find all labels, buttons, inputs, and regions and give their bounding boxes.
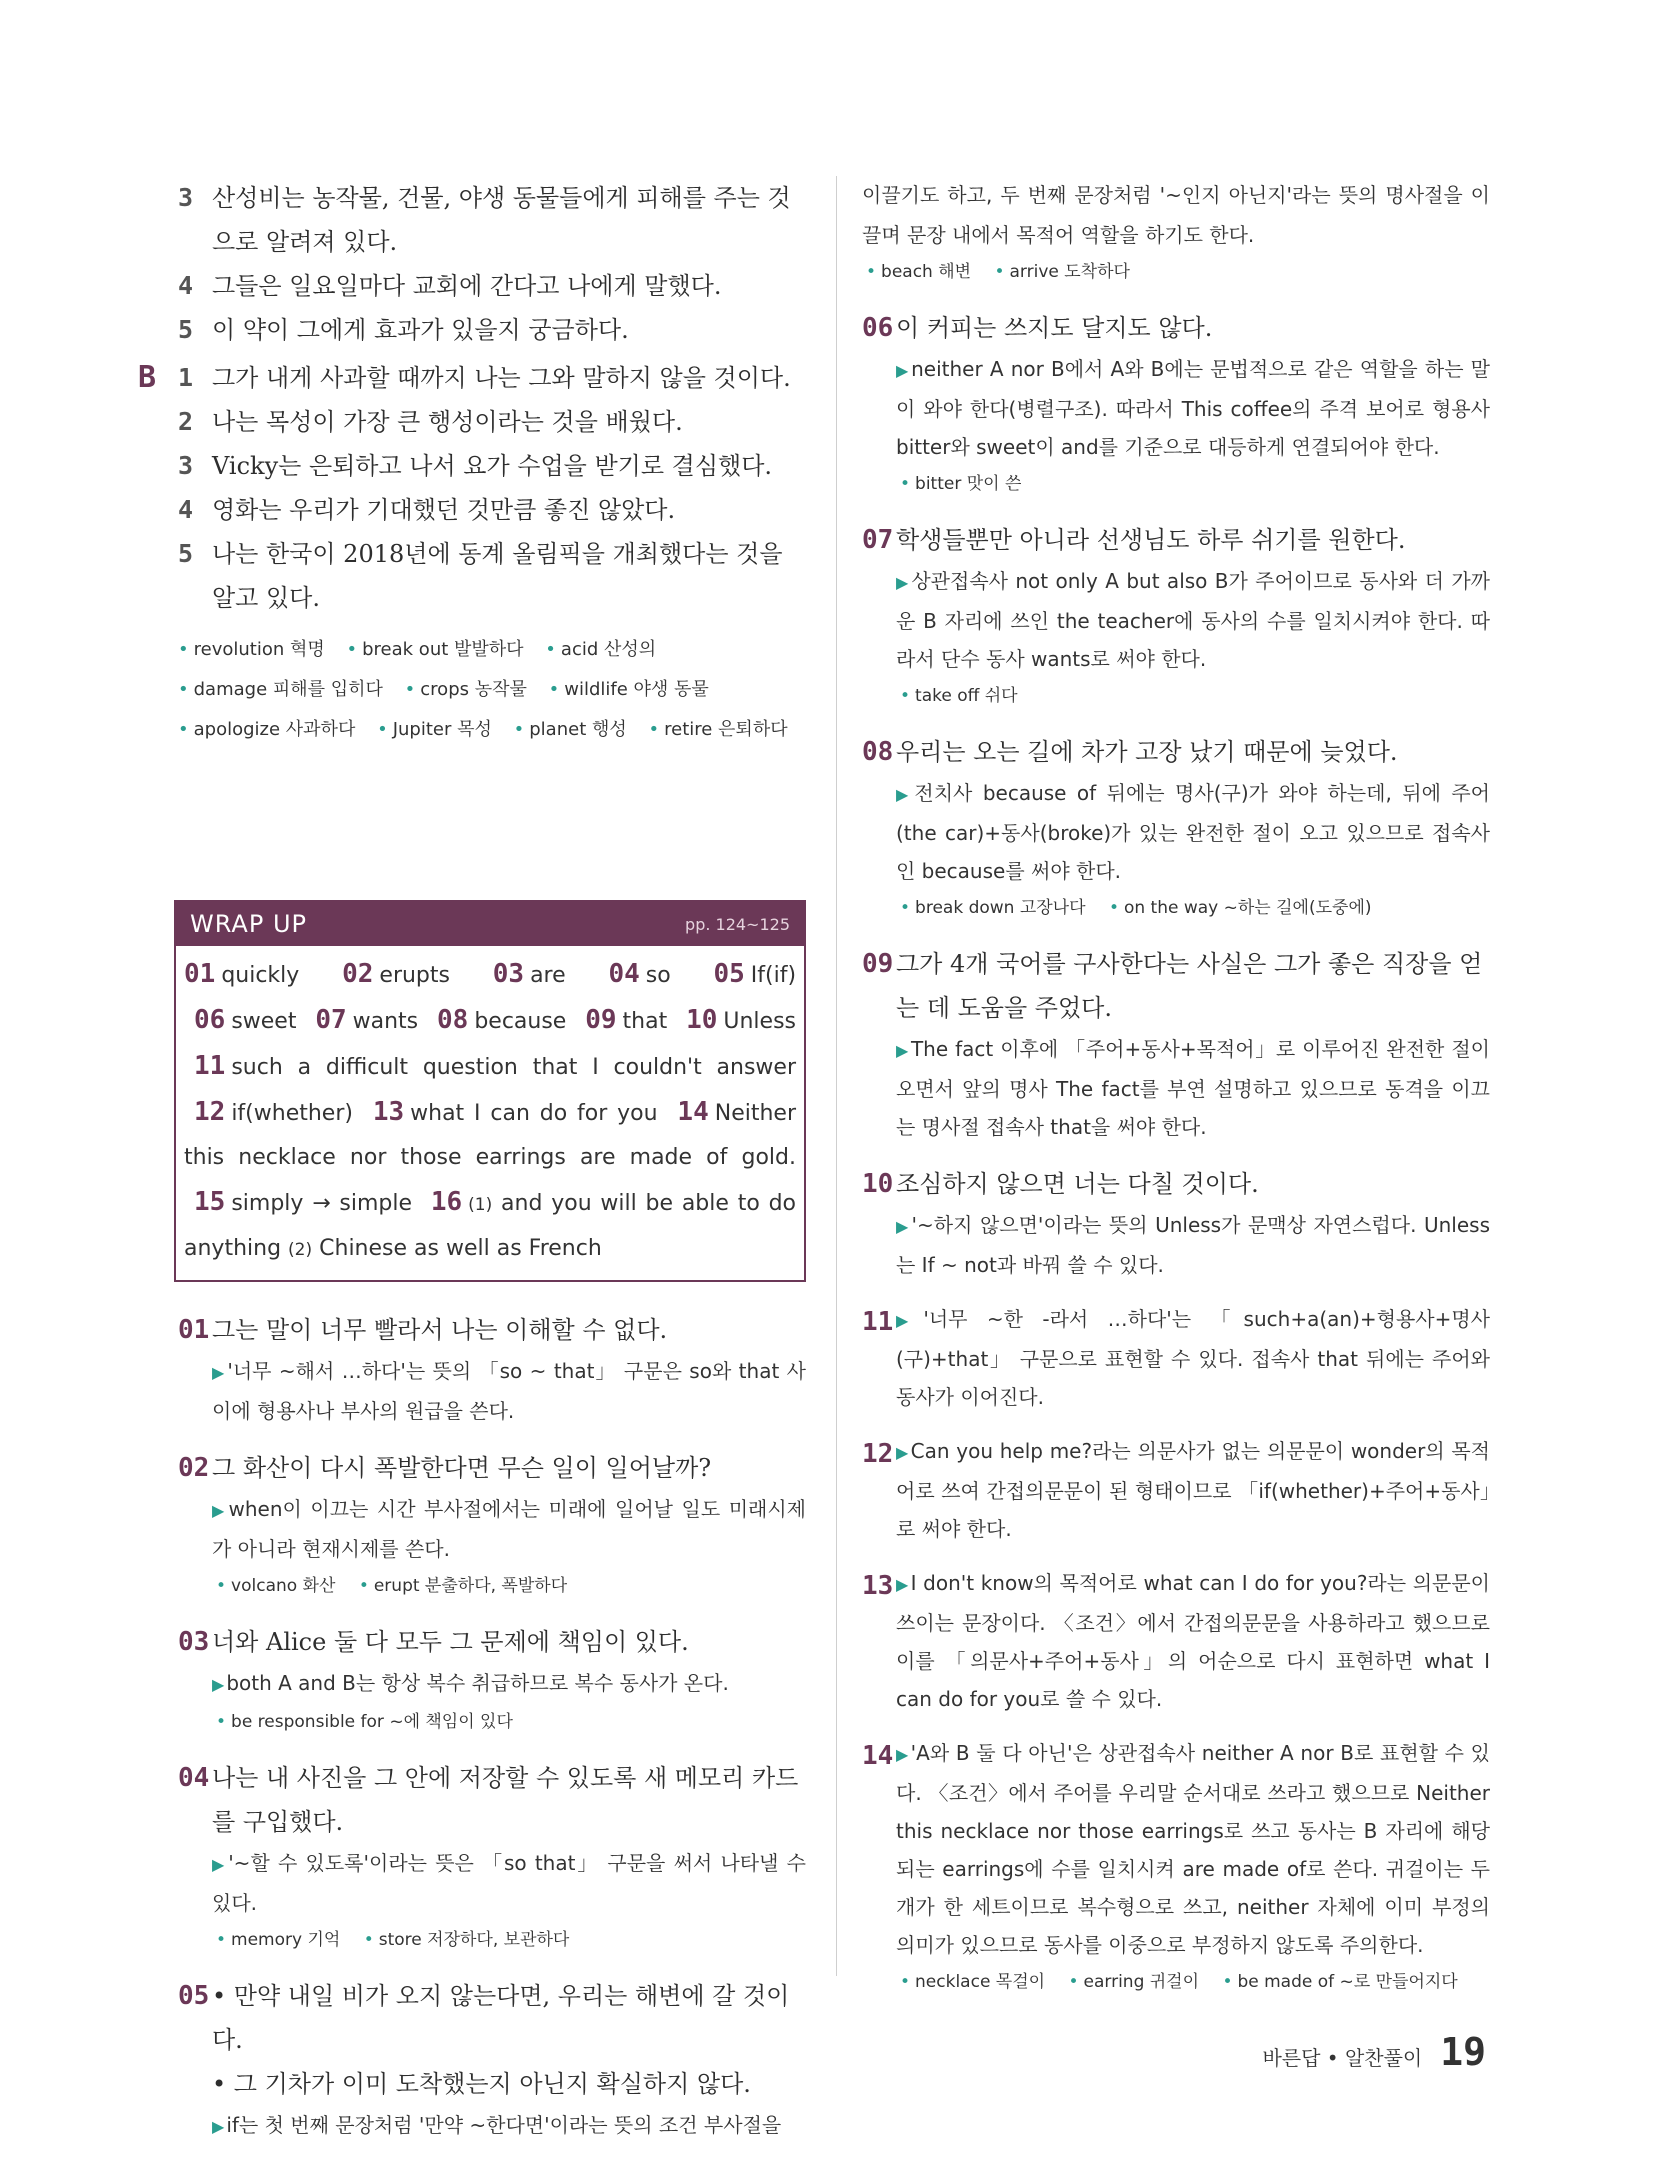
- wrap-answer-number: 08: [437, 1005, 469, 1035]
- vocab-item: • acid 산성의: [545, 639, 656, 660]
- answer-head: [862, 1564, 1490, 1718]
- explanation: ▶ '너무 ~한 -라서 …하다'는 「such+a(an)+형용사+명사(구)+that」 구문으로 표현할 수 있다. 접속사 that 뒤에는 주어와 동사가 이어진다.: [896, 1300, 1490, 1416]
- answer-head: [862, 1300, 1490, 1416]
- vocab-item: • arrive 도착하다: [994, 262, 1129, 282]
- answer-12: [862, 1432, 1490, 1548]
- wrap-up-header: [176, 902, 804, 946]
- vocab-item: • beach 해변: [866, 262, 971, 282]
- answer-head: [178, 1620, 806, 1664]
- page-number: 19: [1440, 2030, 1486, 2074]
- translation-item: [178, 176, 806, 264]
- answer-number: 11: [862, 1307, 894, 1337]
- answer-number: 08: [862, 737, 894, 767]
- wrap-answer-number: 16: [430, 1187, 463, 1217]
- explanation: ▶ 'A와 B 둘 다 아닌'은 상관접속사 neither A nor B로 표현할 수 있다. 〈조건〉에서 주어를 우리말 순서대로 쓰라고 했으므로 Neither this necklace nor those earrings로 쓰고 동사는 B 자리에 해당되는 earrings에 수를 일치시켜 are made of로 쓴다. 귀걸이는 두 개가 한 세트이므로 복수형으로 쓰고, neither 자체에 이미 부정의 의미가 있으므로 동사를 이중으로 부정하지 않도록 주의한다.: [896, 1734, 1490, 1964]
- answer-number: 14: [862, 1741, 894, 1771]
- wrap-answer-number: 11: [194, 1051, 226, 1081]
- answer-head: [862, 306, 1490, 350]
- explanation: ▶ Can you help me?라는 의문사가 없는 의문문이 wonder의 목적어로 쓰여 간접의문문이 된 형태이므로 「if(whether)+주어+동사」로 써야 한다.: [896, 1432, 1490, 1548]
- answer-03: [178, 1620, 806, 1740]
- answer-number: 05: [178, 1981, 210, 2011]
- translation-item: [178, 532, 806, 620]
- right-inline-list: [862, 1300, 1490, 2000]
- wrap-answer-text: what I can do for you: [410, 1101, 658, 1126]
- wrap-answer-number: 09: [585, 1005, 617, 1035]
- explanation: ▶ if는 첫 번째 문장처럼 '만약 ~한다면'이라는 뜻의 조건 부사절을: [178, 2106, 806, 2146]
- answer-08: [862, 730, 1490, 926]
- answer-number: 13: [862, 1571, 894, 1601]
- vocab-item: • be made of ~로 만들어지다: [1222, 1972, 1457, 1992]
- translation-item: [178, 444, 806, 488]
- item-number: 1: [178, 363, 194, 392]
- left-column: [138, 176, 807, 2146]
- page-footer: [1262, 2030, 1486, 2074]
- vocab-item: • memory 기억: [216, 1930, 340, 1950]
- vocab-item: • on the way ~하는 길에(도중에): [1109, 898, 1372, 918]
- answer-14: [862, 1734, 1490, 2000]
- answer-04: [178, 1756, 806, 1958]
- answer-sentence: 그가 4개 국어를 구사한다는 사실은 그가 좋은 직장을 얻는 데 도움을 주었다.: [896, 950, 1483, 1022]
- wrap-answer-part-label: (1): [468, 1195, 493, 1215]
- wrap-answer-number: 05: [713, 959, 745, 989]
- vocab-item: • store 저장하다, 보관하다: [364, 1930, 570, 1950]
- answer-13: [862, 1564, 1490, 1718]
- translation-text: 영화는 우리가 기대했던 것만큼 좋진 않았다.: [212, 496, 676, 524]
- wrap-answer-text: If(if): [750, 963, 797, 988]
- wrap-answer-text: Neither this necklace nor those earrings are made of gold.: [184, 1101, 796, 1170]
- answer-number: 12: [862, 1439, 894, 1469]
- translation-text: 그들은 일요일마다 교회에 간다고 나에게 말했다.: [212, 272, 722, 300]
- sentence-2: • 그 기차가 이미 도착했는지 아닌지 확실하지 않다.: [212, 2062, 806, 2106]
- wrap-answer-text: that: [622, 1009, 668, 1034]
- wrap-answer-text: if(whether): [231, 1101, 353, 1126]
- wrap-answer-text: wants: [352, 1009, 419, 1034]
- explanation: ▶ when이 이끄는 시간 부사절에서는 미래에 일어날 일도 미래시제가 아니라 현재시제를 쓴다.: [178, 1490, 806, 1568]
- vocab-item: • necklace 목걸이: [900, 1972, 1045, 1992]
- answer-head: [178, 1308, 806, 1352]
- explanation: ▶ 상관접속사 not only A but also B가 주어이므로 동사와 더 가까운 B 자리에 쓰인 the teacher에 동사의 수를 일치시켜야 한다. 따라서 단수 동사 wants로 써야 한다.: [862, 562, 1490, 678]
- vocab-line: [862, 1964, 1490, 2000]
- explanation: ▶ neither A nor B에서 A와 B에는 문법적으로 같은 역할을 하는 말이 와야 한다(병렬구조). 따라서 This coffee의 주격 보어로 형용사 bitter와 sweet이 and를 기준으로 대등하게 연결되어야 한다.: [862, 350, 1490, 466]
- explanation: ▶ both A and B는 항상 복수 취급하므로 복수 동사가 온다.: [178, 1664, 806, 1704]
- item-number: 5: [178, 315, 194, 344]
- wrap-answer-number: 07: [315, 1005, 347, 1035]
- explanation: ▶ The fact 이후에 「주어+동사+목적어」로 이루어진 완전한 절이 오면서 앞의 명사 The fact를 부연 설명하고 있으므로 동격을 이끄는 명사절 접속사 that을 써야 한다.: [862, 1030, 1490, 1146]
- vocab-item: • break down 고장나다: [900, 898, 1086, 918]
- translation-item: [178, 488, 806, 532]
- answer-01: [178, 1308, 806, 1430]
- answer-11: [862, 1300, 1490, 1416]
- vocab-line: [862, 678, 1490, 714]
- wrap-answer-number: 04: [608, 959, 640, 989]
- answer-sentence: 학생들뿐만 아니라 선생님도 하루 쉬기를 원한다.: [896, 526, 1406, 554]
- section-b-letter: B: [138, 360, 157, 395]
- answer-sentence: 나는 내 사진을 그 안에 저장할 수 있도록 새 메모리 카드를 구입했다.: [212, 1764, 799, 1836]
- translation-text: Vicky는 은퇴하고 나서 요가 수업을 받기로 결심했다.: [212, 452, 773, 480]
- explanation: ▶ '~할 수 있도록'이라는 뜻은 「so that」 구문을 써서 나타낼 수 있다.: [178, 1844, 806, 1922]
- wrap-answer-number: 13: [372, 1097, 405, 1127]
- vocab-item: • take off 쉬다: [900, 686, 1018, 706]
- answer-09: [862, 942, 1490, 1146]
- answer-06: [862, 306, 1490, 502]
- vocab-list-ab: [178, 630, 806, 750]
- vocab-item: • damage 피해를 입히다: [178, 679, 383, 700]
- answer-05: [178, 1974, 806, 2146]
- wrap-up-title: WRAP UP: [190, 910, 307, 938]
- answer-07: [862, 518, 1490, 714]
- answer-02: [178, 1446, 806, 1604]
- answer-head: [178, 1756, 806, 1844]
- vocab-item: • crops 농작물: [405, 679, 527, 700]
- wrap-answer-number: 01: [184, 959, 216, 989]
- right-answer-list: [862, 306, 1490, 1284]
- vocab-item: • break out 발발하다: [347, 639, 524, 660]
- answer-head: [862, 1162, 1490, 1206]
- wrap-answer-number: 03: [492, 959, 525, 989]
- vocab-line: [178, 1704, 806, 1740]
- footer-label: 바른답 • 알찬풀이: [1262, 2046, 1423, 2070]
- answer-sentence: 우리는 오는 길에 차가 고장 났기 때문에 늦었다.: [896, 738, 1398, 766]
- explanation: ▶ I don't know의 목적어로 what can I do for you?라는 의문문이 쓰이는 문장이다. 〈조건〉에서 간접의문문을 사용하라고 했으므로 이를 「의문사+주어+동사」의 어순으로 다시 표현하면 what I can do for you로 쓸 수 있다.: [896, 1564, 1490, 1718]
- item-number: 4: [178, 495, 194, 524]
- wrap-answer-text: are: [530, 963, 566, 988]
- wrap-answer-number: 10: [686, 1005, 718, 1035]
- vocab-line: [862, 466, 1490, 502]
- vocab-item: • revolution 혁명: [178, 639, 325, 660]
- answer-head: [862, 1734, 1490, 1964]
- answer-head: [862, 1432, 1490, 1548]
- vocab-item: • planet 행성: [514, 719, 627, 740]
- wrap-answer-text: such a difficult question that I couldn't answer: [231, 1055, 796, 1080]
- translation-text: 이 약이 그에게 효과가 있을지 궁금하다.: [212, 316, 629, 344]
- vocab-item: • bitter 맛이 쓴: [900, 474, 1021, 494]
- wrap-answer-number: 12: [194, 1097, 226, 1127]
- answer-sentence: 조심하지 않으면 너는 다칠 것이다.: [896, 1170, 1259, 1198]
- answer-head: [862, 518, 1490, 562]
- answer-number: 06: [862, 313, 894, 343]
- wrap-up-box: [174, 900, 806, 1282]
- wrap-answer-text: because: [474, 1009, 567, 1034]
- right-column: [862, 176, 1490, 2000]
- left-answer-list: [178, 1308, 806, 1958]
- item-number: 5: [178, 539, 194, 568]
- sentence-1: • 만약 내일 비가 오지 않는다면, 우리는 해변에 갈 것이다.: [212, 1974, 806, 2062]
- wrap-answer-text: Unless: [723, 1009, 797, 1034]
- column-divider: [836, 176, 837, 1976]
- vocab-item: • erupt 분출하다, 폭발하다: [359, 1576, 567, 1596]
- wrap-answer-text: Chinese as well as French: [319, 1236, 602, 1261]
- translation-text: 나는 한국이 2018년에 동계 올림픽을 개최했다는 것을 알고 있다.: [212, 540, 783, 612]
- vocab-item: • volcano 화산: [216, 1576, 335, 1596]
- vocab-line: [178, 1568, 806, 1604]
- part-b: [138, 356, 806, 620]
- wrap-answer-number: 02: [342, 959, 374, 989]
- answer-sentence: 너와 Alice 둘 다 모두 그 문제에 책임이 있다.: [212, 1628, 689, 1656]
- vocab-line: [862, 890, 1490, 926]
- wrap-answer-number: 06: [194, 1005, 226, 1035]
- wrap-answer-text: and you will be able to do anything: [184, 1191, 797, 1261]
- wrap-up-pages: pp. 124~125: [685, 914, 790, 934]
- vocab-item: • apologize 사과하다: [178, 719, 355, 740]
- translation-text: 산성비는 농작물, 건물, 야생 동물들에게 피해를 주는 것으로 알려져 있다.: [212, 184, 791, 256]
- item-number: 2: [178, 407, 194, 436]
- translation-text: 나는 목성이 가장 큰 행성이라는 것을 배웠다.: [212, 408, 683, 436]
- answer-head: [862, 942, 1490, 1030]
- translation-item: [178, 356, 806, 400]
- explanation: ▶ '~하지 않으면'이라는 뜻의 Unless가 문맥상 자연스럽다. Unless는 If ~ not과 바꿔 쓸 수 있다.: [862, 1206, 1490, 1284]
- answer-10: [862, 1162, 1490, 1284]
- answer-number: 01: [178, 1315, 210, 1345]
- answer-head: [178, 1446, 806, 1490]
- translation-item: [178, 264, 806, 308]
- answer-sentence: 그는 말이 너무 빨라서 나는 이해할 수 없다.: [212, 1316, 668, 1344]
- translation-item: [178, 308, 806, 352]
- translation-text: 그가 내게 사과할 때까지 나는 그와 말하지 않을 것이다.: [212, 364, 791, 392]
- wrap-answer-number: 15: [194, 1187, 226, 1217]
- translation-item: [178, 400, 806, 444]
- answer-number: 07: [862, 525, 894, 555]
- vocab-item: • wildlife 야생 동물: [549, 679, 709, 700]
- wrap-answer-part-label: (2): [288, 1240, 313, 1260]
- answer-head: [862, 730, 1490, 774]
- item-number: 3: [178, 451, 194, 480]
- vocab-line: [178, 1922, 806, 1958]
- wrap-up-answers: [176, 946, 804, 1280]
- answer-sentence: 그 화산이 다시 폭발한다면 무슨 일이 일어날까?: [212, 1454, 712, 1482]
- wrap-answer-text: simply → simple: [231, 1191, 413, 1216]
- answer-05-continued: 이끌기도 하고, 두 번째 문장처럼 '~인지 아닌지'라는 뜻의 명사절을 이끌며 문장 내에서 목적어 역할을 하기도 한다.: [862, 183, 1490, 247]
- item-number: 4: [178, 271, 194, 300]
- vocab-item: • retire 은퇴하다: [648, 719, 787, 740]
- wrap-answer-text: quickly: [221, 963, 300, 988]
- explanation: ▶ '너무 ~해서 …하다'는 뜻의 「so ~ that」 구문은 so와 that 사이에 형용사나 부사의 원급을 쓴다.: [178, 1352, 806, 1430]
- wrap-answer-text: erupts: [379, 963, 450, 988]
- answer-number: 03: [178, 1627, 210, 1657]
- wrap-answer-text: sweet: [231, 1009, 297, 1034]
- answer-number: 02: [178, 1453, 210, 1483]
- vocab-item: • Jupiter 목성: [377, 719, 492, 740]
- explanation: ▶ 전치사 because of 뒤에는 명사(구)가 와야 하는데, 뒤에 주어(the car)+동사(broke)가 있는 완전한 절이 오고 있으므로 접속사인 because를 써야 한다.: [862, 774, 1490, 890]
- part-a-tail: [178, 176, 806, 352]
- answer-number: 09: [862, 949, 894, 979]
- wrap-answer-text: so: [645, 963, 671, 988]
- answer-number: 04: [178, 1763, 210, 1793]
- answer-sentence: 이 커피는 쓰지도 달지도 않다.: [896, 314, 1213, 342]
- vocab-item: • earring 귀걸이: [1068, 1972, 1199, 1992]
- answer-05-vocab: [862, 254, 1490, 290]
- vocab-item: • be responsible for ~에 책임이 있다: [216, 1712, 513, 1732]
- answer-number: 10: [862, 1169, 894, 1199]
- wrap-answer-number: 14: [677, 1097, 709, 1127]
- item-number: 3: [178, 183, 194, 212]
